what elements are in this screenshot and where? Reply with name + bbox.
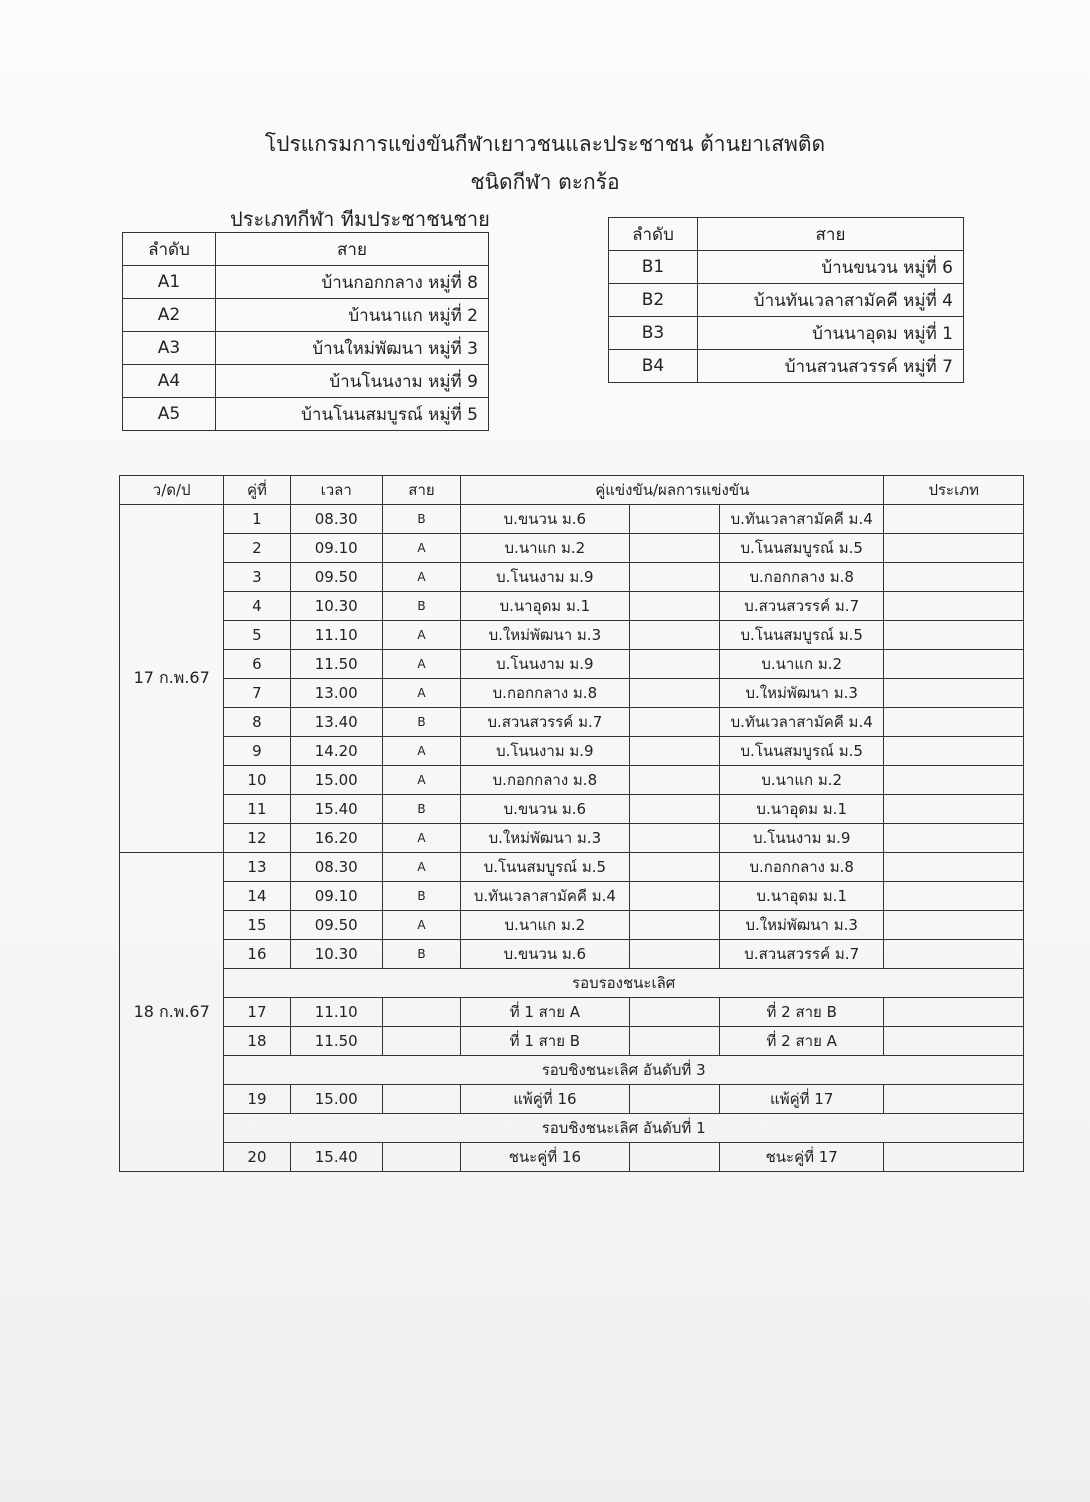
score [629, 795, 719, 824]
match-row [120, 998, 1024, 1027]
team1: บ.นาอุดม ม.1 [461, 592, 630, 621]
group-a-table [122, 232, 489, 431]
group-a-order-header: ลำดับ [123, 233, 216, 266]
team2: บ.นาอุดม ม.1 [719, 795, 884, 824]
match-row [120, 505, 1024, 534]
team2: บ.โนนงาม ม.9 [719, 824, 884, 853]
match-type [884, 882, 1024, 911]
score [629, 766, 719, 795]
stage-label: รอบชิงชนะเลิศ อันดับที่ 1 [224, 1114, 1024, 1143]
group-b-group-header: สาย [698, 218, 964, 251]
score [629, 1027, 719, 1056]
match-time: 08.30 [290, 505, 382, 534]
match-row [120, 824, 1024, 853]
stage-row [120, 1114, 1024, 1143]
match-time: 10.30 [290, 592, 382, 621]
match-row [120, 621, 1024, 650]
match-group: B [382, 708, 460, 737]
match-row [120, 940, 1024, 969]
match-time: 11.10 [290, 621, 382, 650]
match-group: A [382, 621, 460, 650]
match-time: 09.50 [290, 911, 382, 940]
match-time: 14.20 [290, 737, 382, 766]
match-number: 2 [224, 534, 290, 563]
match-type [884, 621, 1024, 650]
group-b-row [609, 350, 964, 383]
team-name: บ้านกอกกลาง หมู่ที่ 8 [216, 266, 489, 299]
team1: บ.ใหม่พัฒนา ม.3 [461, 824, 630, 853]
match-number: 20 [224, 1143, 290, 1172]
match-group: B [382, 940, 460, 969]
score [629, 824, 719, 853]
team1: บ.ขนวน ม.6 [461, 795, 630, 824]
group-a-group-header: สาย [216, 233, 489, 266]
score [629, 940, 719, 969]
match-number: 12 [224, 824, 290, 853]
team1: บ.นาแก ม.2 [461, 911, 630, 940]
match-group [382, 1143, 460, 1172]
match-time: 09.10 [290, 882, 382, 911]
score [629, 534, 719, 563]
team-code: A1 [123, 266, 216, 299]
team2: บ.กอกกลาง ม.8 [719, 853, 884, 882]
match-type [884, 795, 1024, 824]
match-time: 15.40 [290, 1143, 382, 1172]
match-type [884, 650, 1024, 679]
team2: บ.นาอุดม ม.1 [719, 882, 884, 911]
match-number: 9 [224, 737, 290, 766]
team2: บ.สวนสวรรค์ ม.7 [719, 940, 884, 969]
team-name: บ้านขนวน หมู่ที่ 6 [698, 251, 964, 284]
stage-row [120, 1056, 1024, 1085]
match-number: 8 [224, 708, 290, 737]
team-name: บ้านสวนสวรรค์ หมู่ที่ 7 [698, 350, 964, 383]
score [629, 737, 719, 766]
match-row [120, 563, 1024, 592]
match-time: 13.00 [290, 679, 382, 708]
time-header: เวลา [290, 476, 382, 505]
match-type [884, 679, 1024, 708]
score [629, 592, 719, 621]
team1: บ.โนนสมบูรณ์ ม.5 [461, 853, 630, 882]
score [629, 998, 719, 1027]
match-row [120, 1085, 1024, 1114]
score [629, 679, 719, 708]
team1: บ.กอกกลาง ม.8 [461, 679, 630, 708]
match-group: A [382, 650, 460, 679]
match-date: 17 ก.พ.67 [120, 505, 224, 853]
team2: บ.สวนสวรรค์ ม.7 [719, 592, 884, 621]
team2: บ.ใหม่พัฒนา ม.3 [719, 679, 884, 708]
match-number: 5 [224, 621, 290, 650]
match-group [382, 1027, 460, 1056]
team-code: A4 [123, 365, 216, 398]
document-title: โปรแกรมการแข่งขันกีฬาเยาวชนและประชาชน ต้านยาเสพติด [264, 132, 826, 156]
score [629, 505, 719, 534]
team2: บ.ทันเวลาสามัคคี ม.4 [719, 505, 884, 534]
match-number: 6 [224, 650, 290, 679]
team-code: B3 [609, 317, 698, 350]
team1: บ.นาแก ม.2 [461, 534, 630, 563]
team-name: บ้านโนนสมบูรณ์ หมู่ที่ 5 [216, 398, 489, 431]
score [629, 911, 719, 940]
team2: บ.ใหม่พัฒนา ม.3 [719, 911, 884, 940]
team-code: A5 [123, 398, 216, 431]
group-b-row [609, 284, 964, 317]
match-row [120, 766, 1024, 795]
team1: บ.ใหม่พัฒนา ม.3 [461, 621, 630, 650]
match-type [884, 708, 1024, 737]
match-row [120, 650, 1024, 679]
team1: แพ้คู่ที่ 16 [461, 1085, 630, 1114]
match-row [120, 853, 1024, 882]
team-code: A2 [123, 299, 216, 332]
team1: บ.โนนงาม ม.9 [461, 650, 630, 679]
match-time: 16.20 [290, 824, 382, 853]
match-group: B [382, 592, 460, 621]
match-time: 08.30 [290, 853, 382, 882]
team2: ที่ 2 สาย A [719, 1027, 884, 1056]
match-number: 15 [224, 911, 290, 940]
team1: บ.ขนวน ม.6 [461, 505, 630, 534]
match-row [120, 708, 1024, 737]
match-type [884, 1143, 1024, 1172]
match-number: 13 [224, 853, 290, 882]
match-type [884, 563, 1024, 592]
group-a-row [123, 332, 489, 365]
match-time: 09.10 [290, 534, 382, 563]
match-time: 15.00 [290, 766, 382, 795]
match-group: A [382, 853, 460, 882]
team-name: บ้านนาอุดม หมู่ที่ 1 [698, 317, 964, 350]
group-a-row [123, 299, 489, 332]
match-type [884, 737, 1024, 766]
match-number: 18 [224, 1027, 290, 1056]
match-type [884, 1085, 1024, 1114]
date-header: ว/ด/ป [120, 476, 224, 505]
score [629, 882, 719, 911]
match-time: 15.00 [290, 1085, 382, 1114]
team2: บ.ทันเวลาสามัคคี ม.4 [719, 708, 884, 737]
match-no-header: คู่ที่ [224, 476, 290, 505]
team2: บ.โนนสมบูรณ์ ม.5 [719, 621, 884, 650]
score [629, 1085, 719, 1114]
group-b-row [609, 251, 964, 284]
match-row [120, 679, 1024, 708]
match-type [884, 853, 1024, 882]
match-row [120, 1027, 1024, 1056]
score [629, 853, 719, 882]
match-type [884, 824, 1024, 853]
team1: ชนะคู่ที่ 16 [461, 1143, 630, 1172]
team1: บ.กอกกลาง ม.8 [461, 766, 630, 795]
match-group: B [382, 882, 460, 911]
team-name: บ้านโนนงาม หมู่ที่ 9 [216, 365, 489, 398]
team-name: บ้านทันเวลาสามัคคี หมู่ที่ 4 [698, 284, 964, 317]
match-row [120, 592, 1024, 621]
opponents-header: คู่แข่งขัน/ผลการแข่งขัน [461, 476, 884, 505]
match-group: A [382, 534, 460, 563]
match-number: 1 [224, 505, 290, 534]
match-number: 16 [224, 940, 290, 969]
sport-type-title: ชนิดกีฬา ตะกร้อ [470, 170, 620, 194]
match-group: B [382, 795, 460, 824]
match-number: 4 [224, 592, 290, 621]
stage-label: รอบชิงชนะเลิศ อันดับที่ 3 [224, 1056, 1024, 1085]
match-row [120, 795, 1024, 824]
group-b-order-header: ลำดับ [609, 218, 698, 251]
team2: แพ้คู่ที่ 17 [719, 1085, 884, 1114]
team1: บ.ทันเวลาสามัคคี ม.4 [461, 882, 630, 911]
match-number: 10 [224, 766, 290, 795]
match-row [120, 1143, 1024, 1172]
match-group: A [382, 563, 460, 592]
type-header: ประเภท [884, 476, 1024, 505]
match-type [884, 1027, 1024, 1056]
match-row [120, 534, 1024, 563]
score [629, 621, 719, 650]
match-type [884, 940, 1024, 969]
team1: ที่ 1 สาย A [461, 998, 630, 1027]
team1: บ.สวนสวรรค์ ม.7 [461, 708, 630, 737]
group-header: สาย [382, 476, 460, 505]
match-time: 11.50 [290, 1027, 382, 1056]
score [629, 563, 719, 592]
team2: บ.โนนสมบูรณ์ ม.5 [719, 737, 884, 766]
match-time: 15.40 [290, 795, 382, 824]
stage-label: รอบรองชนะเลิศ [224, 969, 1024, 998]
match-number: 17 [224, 998, 290, 1027]
score [629, 708, 719, 737]
group-b-row [609, 317, 964, 350]
team-code: B2 [609, 284, 698, 317]
match-date: 18 ก.พ.67 [120, 853, 224, 1172]
match-group: A [382, 824, 460, 853]
stage-row [120, 969, 1024, 998]
team-name: บ้านนาแก หมู่ที่ 2 [216, 299, 489, 332]
match-number: 11 [224, 795, 290, 824]
match-group: A [382, 679, 460, 708]
group-a-row [123, 266, 489, 299]
match-time: 09.50 [290, 563, 382, 592]
match-number: 7 [224, 679, 290, 708]
category-subtitle: ประเภทกีฬา ทีมประชาชนชาย [230, 207, 490, 231]
team-code: B1 [609, 251, 698, 284]
match-number: 3 [224, 563, 290, 592]
match-row [120, 911, 1024, 940]
team2: บ.นาแก ม.2 [719, 766, 884, 795]
match-number: 19 [224, 1085, 290, 1114]
match-type [884, 505, 1024, 534]
match-type [884, 766, 1024, 795]
group-b-table [608, 217, 964, 383]
match-schedule-table [119, 475, 1024, 1172]
score [629, 1143, 719, 1172]
team2: บ.กอกกลาง ม.8 [719, 563, 884, 592]
match-row [120, 737, 1024, 766]
match-group: A [382, 911, 460, 940]
match-group [382, 998, 460, 1027]
match-type [884, 592, 1024, 621]
team-code: B4 [609, 350, 698, 383]
team2: ที่ 2 สาย B [719, 998, 884, 1027]
team1: บ.ขนวน ม.6 [461, 940, 630, 969]
match-type [884, 534, 1024, 563]
match-type [884, 998, 1024, 1027]
match-type [884, 911, 1024, 940]
match-group: B [382, 505, 460, 534]
team2: ชนะคู่ที่ 17 [719, 1143, 884, 1172]
team1: บ.โนนงาม ม.9 [461, 563, 630, 592]
match-time: 10.30 [290, 940, 382, 969]
match-group [382, 1085, 460, 1114]
team-code: A3 [123, 332, 216, 365]
team-name: บ้านใหม่พัฒนา หมู่ที่ 3 [216, 332, 489, 365]
group-a-row [123, 398, 489, 431]
team2: บ.โนนสมบูรณ์ ม.5 [719, 534, 884, 563]
team1: ที่ 1 สาย B [461, 1027, 630, 1056]
match-row [120, 882, 1024, 911]
match-number: 14 [224, 882, 290, 911]
score [629, 650, 719, 679]
match-group: A [382, 766, 460, 795]
group-a-row [123, 365, 489, 398]
match-time: 13.40 [290, 708, 382, 737]
team1: บ.โนนงาม ม.9 [461, 737, 630, 766]
match-time: 11.50 [290, 650, 382, 679]
match-time: 11.10 [290, 998, 382, 1027]
match-group: A [382, 737, 460, 766]
team2: บ.นาแก ม.2 [719, 650, 884, 679]
